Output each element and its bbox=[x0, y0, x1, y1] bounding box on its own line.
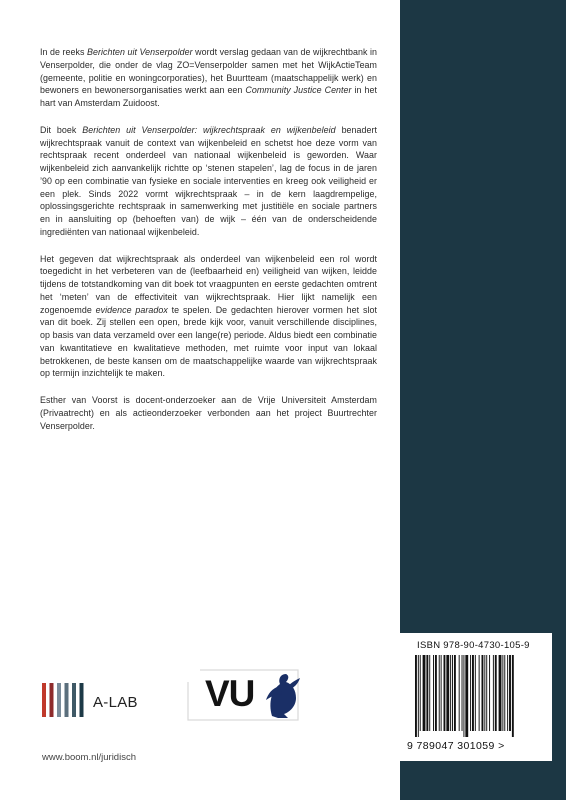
barcode-bar bbox=[459, 655, 460, 731]
barcode-bar bbox=[470, 655, 471, 731]
barcode-bar bbox=[463, 655, 464, 737]
barcode-bar bbox=[423, 655, 426, 731]
back-cover-blurb bbox=[40, 46, 377, 446]
barcode-bar bbox=[495, 655, 497, 731]
series-title: Berichten uit Venserpolder bbox=[87, 47, 193, 57]
alab-stripe bbox=[50, 683, 54, 717]
paragraph-series: In de reeks Berichten uit Venserpolder wordt verslag gedaan van de wijkrechtbank in Venserpolder, die onder de vlag ZO=Venserpolder samen met het WijkActieTeam (gemeente, politie en woningcorporaties), het Buurtteam (maatschappelijk werk) en bewoners en bewonersorganisaties werkt aan een Community Justice Center in het hart van Amsterdam Zuidoost. bbox=[40, 47, 377, 108]
barcode-bar bbox=[475, 655, 476, 731]
barcode-bar bbox=[435, 655, 437, 731]
alab-wordmark: A-LAB bbox=[93, 694, 138, 711]
barcode-bar bbox=[452, 655, 453, 731]
paragraph-author: Esther van Voorst is docent-onderzoeker aan de Vrije Universiteit Amsterdam (Privaatrecht) en als actieonderzoeker verbonden aan het project Buurtrechter Venserpolder. bbox=[40, 395, 377, 431]
barcode-bar bbox=[504, 655, 505, 731]
alab-stripe bbox=[72, 683, 76, 717]
barcode-bar bbox=[439, 655, 440, 731]
barcode-bar bbox=[472, 655, 474, 731]
isbn-digits: 9 789047 301059 > bbox=[407, 740, 505, 752]
barcode-bars bbox=[415, 655, 537, 737]
barcode-bar bbox=[484, 655, 485, 731]
barcode-bar bbox=[462, 655, 463, 731]
barcode-bar bbox=[479, 655, 480, 731]
evidence-paradox-term: evidence paradox bbox=[95, 304, 168, 315]
barcode-bar bbox=[450, 655, 451, 731]
barcode-bar bbox=[415, 655, 417, 737]
barcode-bar bbox=[418, 655, 419, 737]
barcode-bar bbox=[482, 655, 484, 731]
barcode-bar bbox=[444, 655, 446, 731]
paragraph-book: Dit boek Berichten uit Venserpolder: wijkrechtspraak en wijkenbeleid benadert wijkrechtspraak vanuit de context van wijkenbeleid en schetst hoe deze vorm van rechtspraak recent onderdeel van nationaal wijkenbeleid is geworden. Waar wijkenbeleid zich aanvankelijk richtte op ‘stenen stapelen’, lag de focus in de jaren ’90 op een combinatie van fysieke en sociale interventies en kreeg ook veiligheid er een plek. Sinds 2022 vormt wijkrechtspraak – in de kern laagdrempelige, oplossingsgerichte rechtspraak in samenwerking met justitiële en sociale partners en in aansluiting op (behoeften van) de wijk – één van de onderscheidende ingrediënten van nationaal wijkenbeleid. bbox=[40, 124, 378, 237]
barcode-bar bbox=[509, 655, 511, 731]
barcode-bar bbox=[507, 655, 508, 731]
barcode-bar bbox=[426, 655, 428, 731]
barcode-bar bbox=[493, 655, 494, 731]
publisher-url: www.boom.nl/juridisch bbox=[42, 752, 136, 763]
barcode-bar bbox=[446, 655, 449, 731]
barcode-bar bbox=[454, 655, 456, 731]
center-name: Community Justice Center bbox=[245, 85, 352, 96]
barcode-bar bbox=[420, 655, 421, 731]
alab-stripe bbox=[80, 683, 84, 717]
barcode-bar bbox=[502, 655, 503, 731]
alab-stripes-icon bbox=[42, 683, 88, 717]
isbn-label: ISBN 978-90-4730-105-9 bbox=[417, 640, 530, 651]
barcode-bar bbox=[499, 655, 502, 731]
barcode-bar bbox=[486, 655, 487, 731]
griffin-icon bbox=[266, 674, 300, 718]
book-title: Berichten uit Venserpolder: wijkrechtspraak en wijkenbeleid bbox=[82, 124, 336, 135]
barcode-bar bbox=[433, 655, 434, 731]
isbn-barcode bbox=[399, 633, 552, 761]
alab-stripe bbox=[65, 683, 69, 717]
barcode-bar bbox=[512, 655, 514, 737]
barcode-bar bbox=[441, 655, 442, 731]
alab-stripe bbox=[42, 683, 46, 717]
barcode-bar bbox=[429, 655, 430, 731]
paragraph-evidence: Het gegeven dat wijkrechtspraak als onderdeel van wijkenbeleid een rol wordt toegedicht in het verbeteren van de (leefbaarheid en) veiligheid van wijken, leidde tijdens de totstandkoming van dit boek tot vraagpunten en eerste gedachten omtrent het ‘meten’ van de effectiviteit van wijkrechtspraak. Hier lijkt namelijk een zogenoemde evidence paradox te spelen. De gedachten hierover vormen het slot van dit boek. Zij stellen een open, brede kijk voor, vanuit verschillende disciplines, op basis van data verzameld over een lange(re) periode. Aldus biedt een combinatie van kwantitatieve en kwalitatieve methoden, met ruimte voor input van lokaal betrokkenen, de beste kansen om de maatschappelijke waarde van wijkrechtspraak op termijn inzichtelijk te maken. bbox=[40, 253, 377, 379]
barcode-bar bbox=[489, 655, 490, 731]
barcode-bar bbox=[465, 655, 468, 737]
vu-wordmark: VU bbox=[205, 673, 255, 714]
alab-stripe bbox=[57, 683, 61, 717]
